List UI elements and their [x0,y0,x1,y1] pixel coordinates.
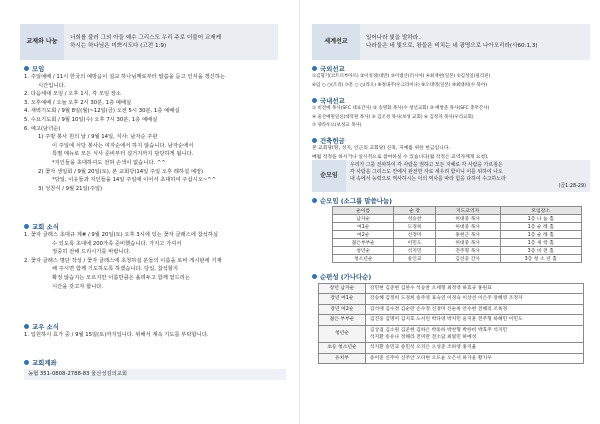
column-header: 지도교역자 [435,207,500,215]
account-number: 농협 351-0808-2788-83 울산성김의교회 [24,369,286,380]
column-header: 순이름 [333,207,394,215]
service-table [318,283,584,364]
table-cell: 신정미 [394,231,435,239]
mission-banner [312,24,590,60]
bullet-icon [24,66,29,71]
table-cell: 1층 새 싹 홀 [500,239,581,247]
table-cell: 청소년순 [333,255,394,263]
bullet-icon [312,274,317,279]
news-line: 시간을 갖고자 합니다. [52,283,104,290]
banner-verse [360,24,590,60]
table-header [333,207,582,215]
banner-tag: 세계선교 [312,24,360,60]
table-row [333,231,582,239]
section-title: 건축헌금 [312,136,596,145]
notice-line: *지인들을 초대하셔도 전혀 손색이 없습니다. ^^ [52,159,166,166]
table-cell: 여1순 [333,223,394,231]
fellowship-banner [20,24,278,60]
section-title: 교회계좌 [24,358,286,367]
bullet-icon [24,324,29,329]
table-cell: 허대중 목사 [435,215,500,223]
banner-tag: 교제와 나눔 [20,24,64,60]
table-row [333,255,582,263]
notice-line: 2. 다음세대 모임 / 오후 1시, 각 모임 장소 [24,91,121,98]
notice-line: 5. 수요기도회 / 9월 10일(수) 오후 7시 30분, 1층 예배실 [24,116,158,123]
banner-tag: 순모임 [312,160,346,192]
church-news-section [24,222,286,291]
table-cell: 송어준 신주아 신주안 오다현 오도윤 오은서 하가윤 황지우 [365,353,583,363]
notice-line: 3) 성찬식 / 9월 21일(주일) [38,185,103,192]
notice-line: 4. 새벽기도회 / 9월 8일(월)~12일(금) 오전 5시 30분, 1층 예배실 [24,108,180,115]
bullet-icon [312,138,317,143]
table-cell: 전주형 목사 [435,247,500,255]
group-table-section [312,196,592,263]
news-line: 해 주시면 함께 기도하도록 하겠습니다. 당일, 참석할지 [52,266,179,273]
table-cell: 김진웅 김명미 김지호 노서린 박다영 박지민 윤지훈 전주형 하혜민 이민도 [365,315,583,325]
table-row [319,284,584,294]
table-row [333,239,582,247]
bullet-icon [24,224,29,229]
section-title: 국내선교 [312,96,596,105]
banner-verse-line: 내 속에서 능력으로 역사하시는 이의 역사를 따라 힘을 다하여 수고하노라 [350,176,506,182]
notice-line: 1. 주일예배 / 11시 한국의 예방음이 설교 하나님께로부터 말씀을 듣고 인식을 갱신하는 [24,74,225,80]
table-row [333,223,582,231]
notice-line: 시간입니다. [38,82,66,89]
news-line: 정중히 전해 드리시기를 바랍니다. [52,249,131,256]
service-table-section [312,272,594,364]
intl-mission-section [312,64,596,90]
banner-verse-line: 너희를 불러 그의 아들 예수 그리스도 우리 주로 더불어 교제케 [70,35,222,41]
banner-verse-line: 나라들은 네 빛으로, 왕들은 비치는 네 광명으로 나아오리라(사60:1,3) [366,43,538,49]
table-cell: 청년순 [319,325,366,343]
table-cell: 장년 여1순 [319,294,366,304]
banner-verse-line: 일어나라 빛을 발하라.. [366,35,422,41]
bullet-icon [24,360,29,365]
group-table [332,206,582,263]
table-cell: 젊은 부부순 [319,315,366,325]
table-row [319,325,584,343]
section-title: 모임 [24,64,286,73]
table-cell: 남자순 [333,215,394,223]
notice-line: 2) 꽃자 생일회 / 9월 20일(토), 본 교회당(14일 주일 오후 레하설 예정) [38,168,204,175]
section-title: 순편성 (가나다순) [312,272,594,281]
table-row [319,304,584,314]
table-cell: 석승찬 [394,215,435,223]
mission-line: ⑦ 양라우으(보성교 목사) [312,123,362,129]
banner-verse [346,160,590,192]
table-cell: 3층 청 소 년 홀 [500,255,581,263]
table-cell: 송인교 [394,255,435,263]
section-title: 교우 소식 [24,322,286,331]
mission-line: ① 비전예 목사(SFC 대표간사) ② 송명화 목사(수 청년교회) ③ 배쌍준 목사(SFC 총무간사) [312,106,490,111]
table-cell: 강민현 김준현 김한수 석승찬 오세형 최정영 하효규 홍원표 [365,284,583,294]
members-section [24,322,286,340]
banner-verse [64,24,278,60]
group-banner [312,160,590,192]
table-cell: 장년 여2순 [319,304,366,314]
table-cell: 이민도 [394,239,435,247]
table-cell: 허대중 목사 [435,239,500,247]
table-cell: 김석애 김수정 김순란 손수정 신경미 신순옥 안수현 전해리 조옥경 [365,304,583,314]
section-title: 교회 소식 [24,222,286,231]
account-section [24,358,286,380]
bullet-icon [312,98,317,103]
table-cell: 1층 나 눔 홀 [500,215,581,223]
domestic-mission-section [312,96,596,131]
table-cell: 장년 남자순 [319,284,366,294]
notice-line: *당일, 이웃들과 지인들을 14일 주일에 이어서 초대하여 주십시오~^^ [52,177,217,184]
table-row [319,294,584,304]
table-cell: 홍현근 목사 [435,231,500,239]
table-cell: 1층 순 례 홀 [500,223,581,231]
table-cell: 도경희 [394,223,435,231]
table-row [333,247,582,255]
banner-verse-line: 하시는 하나님은 미쁘시도다 (고전 1:9) [70,43,167,49]
table-cell: 유치부 [319,353,366,363]
banner-verse-line: (골1:28-29) [558,183,586,189]
mission-line: ⑥임 ○ ○(조리) ⑦문 ○ ○(라오) ⑧정내주(우크라이나) ⑨오대영(일본) ⑩최대희(수 북아) [312,82,487,88]
bullet-icon [312,66,317,71]
notice-line: 이 주일에 식당 봉사는 여자순에서 하지 않습니다. 남자순에서 [52,142,194,149]
notice-line: 3. 오후예배 / 오늘 오후 2시 30분, 1층 예배실 [24,99,132,106]
table-cell: 여2순 [333,231,394,239]
banner-verse-line: 우리가 그를 전파하여 각 사람을 권하고 모든 지혜로 각 사람을 가르침은 [350,162,503,168]
table-row [319,315,584,325]
right-page [300,0,600,424]
notice-line: 특별 메뉴로 모든 식사 준비부터 설거지까지 담당하게 됩니다. [52,151,194,158]
table-cell: 1층 순 례 홀 [500,231,581,239]
section-title: 순모임 (소그룹 말씀나눔) [312,196,592,205]
table-row [319,353,584,363]
members-line: 1. 입원하시 효가 중 / 9월 15일(토)까지입니다. 위해서 계속 기도를 부탁합니다. [24,332,209,338]
notice-line: 6. 예고(남녀순) [24,125,61,132]
table-cell: 3층 비 전 홀 [500,247,581,255]
section-title: 국외선교 [312,64,596,73]
notice-line: 1) 주방 봉사 원의 날 / 9월 14일, 식사: 남자순 주관 [38,134,158,141]
mission-line: ④ 울산예원일신(대학원 목사) ⑤ 김조성 목사(보성 교회) ⑥ 김정자 목사(우리교회) [312,114,474,120]
table-cell: 김상겸 김소원 김준현 김하은 박동하 박찬형 박한비 박효주 석지민 석지환 송유나 정해라 전미란 전소담 최빛민 하예성 [365,325,583,343]
banner-verse-line: 각 사람을 그리스도 안에서 완전한 자로 세우려 함이니 이를 위하여 나도 [350,169,503,175]
building-line: 본 교회당(땅, 성지, 인근의 교회당) 신축, 지예를 위한 헌금입니다. [312,146,450,151]
news-line: 확정 않습지는 모르지만 이름만큼은 올려두고 함께 얻드리는 [52,274,191,281]
news-line: 2. 꽃자 클래스 명단 작성 / 꽃자 클래스에 초청하실 분들의 이름을 로비 게시판에 기재 [24,257,222,264]
table-cell: 젊은부부순 [333,239,394,247]
table-row [333,215,582,223]
news-line: 수 있도록 초대에 200가족 준비했습니다. 가지고 가셔서 [52,240,182,247]
column-header: 순 장 [394,207,435,215]
table-cell: 석지환 송민교 송민석 오지은 오성준 조하영 홍지율 [365,343,583,353]
table-cell: 강승혜 김정희 도경희 송주영 표숙연 이경숙 이상선 이은주 장혜영 조정자 [365,294,583,304]
table-cell: 허대중 목사 [435,223,500,231]
news-line: 1. 꽃자 클래스 초대규 제# / 9월 20일(토) 오후 3시에 있는 꽃자 클래스에 참석하실 [24,232,219,238]
table-cell: 석지민 [394,247,435,255]
table-cell: 김선웅 간사 [435,255,500,263]
table-cell: 초등 청소년순 [319,343,366,353]
bullet-icon [312,198,317,203]
building-line: 매월 작정을 하시거나 일시적으로 참여하실 수 있습니다(월 작정은 교역자께게 요청). [312,154,489,160]
notice-section [24,64,286,193]
table-row [319,343,584,353]
column-header: 모임장소 [500,207,581,215]
mission-line: ①김형기(코트디부아르) ②이성경(대만) ③이범산(러시아) ④최재현(일본) ⑤김성일(필리핀) [312,74,491,79]
building-fund-section [312,136,596,162]
table-cell: 청년순 [333,247,394,255]
